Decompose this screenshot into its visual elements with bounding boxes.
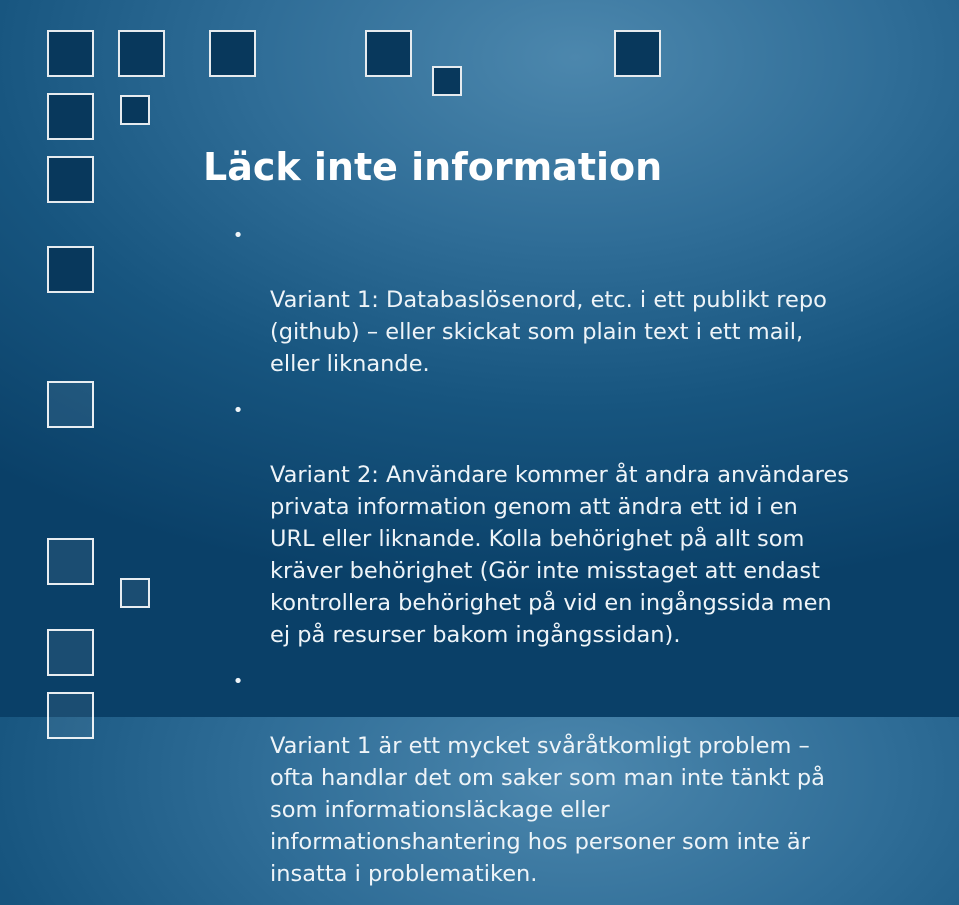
decor-square [47, 30, 94, 77]
bullet-item [231, 395, 951, 651]
bullet-text: Variant 1 är ett mycket svåråtkomligt problem – ofta handlar det om saker som man inte tänkt på som informationsläckage eller informationshantering hos personer som inte är insatta i problematiken. [270, 733, 825, 887]
decor-square [120, 95, 150, 125]
decor-square [365, 30, 412, 77]
decor-square [47, 381, 94, 428]
decor-square [47, 246, 94, 293]
decor-square [432, 66, 462, 96]
bullet-dot: • [232, 671, 244, 692]
decor-square [209, 30, 256, 77]
bullet-item [231, 666, 951, 890]
decor-square [118, 30, 165, 77]
bullet-item [231, 220, 951, 380]
decor-square [614, 30, 661, 77]
bullet-dot: • [232, 225, 244, 246]
bullet-list [231, 220, 951, 905]
bullet-text: Variant 2: Användare kommer åt andra användares privata information genom att ändra ett id i en URL eller liknande. Kolla behörighet på allt som kräver behörighet (Gör inte misstaget att endast kontrollera behörighet på vid en ingångssida men ej på resurser bakom ingångssidan). [270, 462, 850, 648]
decor-square [47, 538, 94, 585]
decor-square [120, 578, 150, 608]
slide-title: Läck inte information [203, 145, 663, 189]
bullet-text: Variant 1: Databaslösenord, etc. i ett publikt repo (github) – eller skickat som plain text i ett mail, eller liknande. [270, 287, 827, 377]
decor-square [47, 93, 94, 140]
decor-square [47, 629, 94, 676]
decor-square [47, 156, 94, 203]
decor-square [47, 692, 94, 739]
bullet-dot: • [232, 400, 244, 421]
